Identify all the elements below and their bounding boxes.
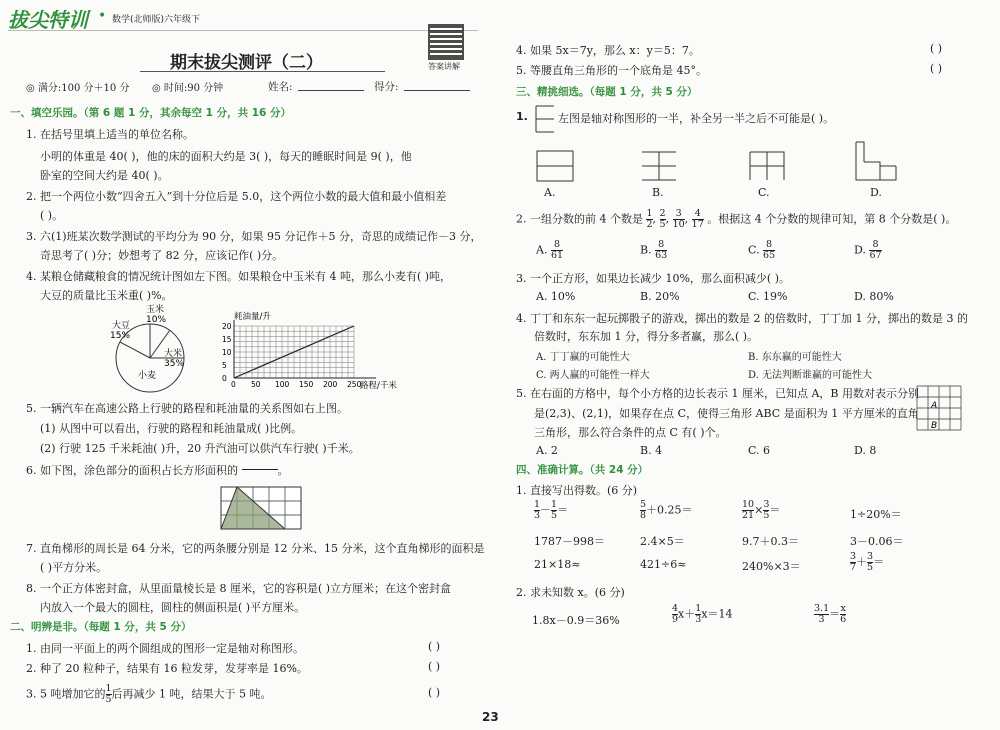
calc-item: 240%×3＝ <box>742 560 801 573</box>
section-fill-in: 一、填空乐园。（第 6 题 1 分，其余每空 1 分，共 16 分） <box>10 107 292 119</box>
choice-3-option-d[interactable]: D. 80% <box>854 290 894 303</box>
choice-5-line-a: 5. 在右面的方格中，每个小方格的边长表示 1 厘米，已知点 A，B 用数对表示分别 <box>516 387 920 400</box>
choice-1-text: 左图是轴对称图形的一半，补全另一半之后不可能是( )。 <box>558 112 835 125</box>
question-7-line-a: 7. 直角梯形的周长是 64 分米，它的两条腰分别是 12 分米、15 分米，这个直角梯形的面积是 <box>26 542 485 555</box>
point-a-label: A <box>931 401 938 411</box>
seq-fraction: $\frac{2}{5}$ <box>659 208 666 230</box>
question-8-line-b: 内放入一个最大的圆柱，圆柱的侧面积是( )平方厘米。 <box>40 601 306 614</box>
tf-question-5: 5. 等腰直角三角形的一个底角是 45°。 <box>516 64 707 77</box>
choice-3-option-b[interactable]: B. 20% <box>640 290 680 303</box>
choice-2-option-a[interactable]: A. $\frac{8}{61}$ <box>536 239 564 261</box>
choice-4-option-a[interactable]: A. 丁丁赢的可能性大 <box>536 352 630 363</box>
choice-5-line-b: 是(2,3)、(2,1)，如果存在点 C，使得三角形 ABC 是面积为 1 平方厘米的直角 <box>534 407 919 420</box>
question-3-line-b: 奇思考了( )分；妙想考了 82 分，应该记作( )分。 <box>40 249 284 262</box>
pie-label-corn: 玉米 <box>146 305 165 315</box>
option-figure-c[interactable] <box>748 150 788 184</box>
pie-label-soy: 大豆 <box>112 321 131 331</box>
half-figure-stroke <box>536 106 554 132</box>
figure-c-stroke <box>750 152 784 180</box>
x-tick-label: 150 <box>299 380 314 389</box>
question-8-line-a: 8. 一个正方体密封盒，从里面量棱长是 8 厘米，它的容积是( )立方厘米；在这个密封盒 <box>26 582 452 595</box>
question-1-line-b: 卧室的空间大约是 40( )。 <box>40 169 169 182</box>
calc-item: 9.7＋0.3＝ <box>742 535 799 548</box>
question-5-part-2: (2) 行驶 125 千米耗油( )升，20 升汽油可以供汽车行驶( )千米。 <box>40 442 360 455</box>
calc-item: $\frac{10}{21}$ × $\frac{3}{5}$ ＝ <box>742 499 781 521</box>
question-1: 1. 在括号里填上适当的单位名称。 <box>26 128 194 141</box>
pie-label-wheat: 小麦 <box>138 371 157 381</box>
equation-2: $\frac{4}{9}$ x＋ $\frac{1}{3}$ x＝14 <box>672 603 733 625</box>
choice-3-option-a[interactable]: A. 10% <box>536 290 576 303</box>
question-6-blank-fraction <box>242 459 278 480</box>
y-tick-label: 5 <box>222 361 227 370</box>
choice-5-option-a[interactable]: A. 2 <box>536 444 558 457</box>
pie-divider <box>120 342 150 358</box>
question-4-line-b: 大豆的质量比玉米重( )%。 <box>40 289 173 302</box>
score-label: 得分: <box>374 81 399 93</box>
calc-item: 21×18≈ <box>534 558 581 571</box>
calc-item: 3－0.06＝ <box>850 535 904 548</box>
choice-2-option-b[interactable]: B. $\frac{8}{63}$ <box>640 239 668 261</box>
pie-chart <box>100 300 210 400</box>
choice-4-option-b[interactable]: B. 东东赢的可能性大 <box>748 352 842 363</box>
score-field[interactable] <box>404 90 470 91</box>
tf-question-4: 4. 如果 5x＝7y，那么 x：y＝5：7。 <box>516 44 700 57</box>
tf-question-2: 2. 种了 20 粒种子，结果有 16 粒发芽，发芽率是 16%。 <box>26 662 308 675</box>
x-tick-label: 250 <box>347 380 362 389</box>
calc-item: 421÷6≈ <box>640 558 687 571</box>
qr-caption: 答案讲解 <box>428 62 460 71</box>
tf-question-1: 1. 由同一平面上的两个圆组成的图形一定是轴对称图形。 <box>26 642 304 655</box>
choice-4-line-b: 倍数时，东东加 1 分，得分多者赢，那么( )。 <box>534 330 759 343</box>
x-tick-label: 200 <box>323 380 338 389</box>
calc-question-2: 2. 求未知数 x。(6 分) <box>516 586 625 599</box>
question-3-line-a: 3. 六(1)班某次数学测试的平均分为 90 分，如果 95 分记作＋5 分，奇思的成绩记作－3 分， <box>26 230 482 243</box>
fraction-one-fifth: $\frac{1}{5}$ <box>105 683 112 705</box>
choice-5-option-b[interactable]: B. 4 <box>640 444 663 457</box>
seq-fraction: $\frac{4}{17}$ <box>691 208 704 230</box>
choice-1-number: 1. <box>516 110 528 123</box>
qr-code <box>428 24 464 60</box>
chart-title: 耗油量/升 <box>234 312 271 322</box>
choice-4-option-d[interactable]: D. 无法判断谁赢的可能性大 <box>748 370 873 381</box>
full-score: ◎ 满分:100 分＋10 分 <box>26 83 130 94</box>
page-title: 期末拔尖测评（二） <box>170 53 323 73</box>
x-tick-label: 0 <box>231 380 236 389</box>
tf-answer-4[interactable]: ( ) <box>930 42 943 55</box>
choice-2: 2. 一组分数的前 4 个数是 $\frac{1}{2}$ , $\frac{2}{5}$ , $\frac{3}{10}$ , $\frac{4}{17}$ 。根据这 4 个分数的规律可知，第 8 个分数是( )。 <box>516 208 957 230</box>
tf-answer-2[interactable]: ( ) <box>428 660 441 673</box>
pie-pct-corn: 10% <box>146 315 167 325</box>
name-label: 姓名: <box>268 81 293 93</box>
pie-pct-soy: 15% <box>110 331 131 341</box>
point-b-label: B <box>931 421 938 431</box>
x-axis-label: 路程/千米 <box>360 381 397 390</box>
tf-answer-3[interactable]: ( ) <box>428 686 441 699</box>
figure-b-stroke <box>642 152 676 180</box>
choice-3: 3. 一个正方形，如果边长减少 10%，那么面积减少( )。 <box>516 272 791 285</box>
choice-3-option-c[interactable]: C. 19% <box>748 290 788 303</box>
question-6-text: 6. 如下图，涂色部分的面积占长方形面积的 <box>26 464 238 477</box>
calc-item: 1787－998＝ <box>534 535 605 548</box>
calc-item: $\frac{1}{3}$ － $\frac{1}{5}$ ＝ <box>534 499 569 521</box>
choice-5-option-c[interactable]: C. 6 <box>748 444 771 457</box>
pie-pct-rice: 35% <box>164 359 185 369</box>
option-figure-a[interactable] <box>536 150 576 184</box>
pie-label-rice: 大米 <box>164 349 183 359</box>
equation-3: $\frac{3.1}{3}$ ＝ $\frac{x}{6}$ <box>814 603 847 625</box>
option-label-d: D. <box>870 186 882 199</box>
name-field[interactable] <box>298 90 364 91</box>
section-true-false: 二、明辨是非。（每题 1 分，共 5 分） <box>10 621 192 633</box>
x-tick-label: 50 <box>251 380 261 389</box>
question-2-line-b: ( )。 <box>40 209 64 222</box>
header-rule <box>8 30 478 31</box>
figure-d-stroke <box>856 142 896 180</box>
calc-item: 1÷20%＝ <box>850 508 902 521</box>
y-tick-label: 10 <box>222 348 232 357</box>
choice-4-line-a: 4. 丁丁和东东一起玩掷骰子的游戏，掷出的数是 2 的倍数时，丁丁加 1 分，掷出的数是 3 的 <box>516 312 968 325</box>
section-calculation: 四、准确计算。（共 24 分） <box>516 464 649 476</box>
calc-question-1: 1. 直接写出得数。(6 分) <box>516 484 638 497</box>
equation-1: 1.8x－0.9＝36% <box>532 614 620 627</box>
option-label-a: A. <box>544 186 556 199</box>
question-4-line-a: 4. 某粮仓储藏粮食的情况统计图如左下图。如果粮仓中玉米有 4 吨，那么小麦有( )吨， <box>26 270 452 283</box>
seq-fraction: $\frac{1}{2}$ <box>646 208 653 230</box>
option-label-b: B. <box>652 186 664 199</box>
section-choice: 三、精挑细选。（每题 1 分，共 5 分） <box>516 86 698 98</box>
choice-2-option-c[interactable]: C. $\frac{8}{65}$ <box>748 239 776 261</box>
choice-5-option-d[interactable]: D. 8 <box>854 444 877 457</box>
subject-label: 数学(北师版)六年级下 <box>112 15 201 25</box>
option-figure-d[interactable] <box>854 140 900 186</box>
x-tick-label: 100 <box>275 380 290 389</box>
question-5-part-1: (1) 从图中可以看出，行驶的路程和耗油量成( )比例。 <box>40 422 303 435</box>
y-tick-label: 15 <box>222 335 232 344</box>
calc-item: $\frac{5}{8}$ ＋0.25＝ <box>640 499 693 521</box>
question-6: 6. 如下图，涂色部分的面积占长方形面积的 。 <box>26 462 289 480</box>
y-tick-label: 0 <box>222 374 227 383</box>
question-2-line-a: 2. 把一个两位小数“四舍五入”到十分位后是 5.0，这个两位小数的最大值和最小值相差 <box>26 190 447 203</box>
brand-logo: 拔尖特训 <box>8 8 88 32</box>
y-tick-label: 20 <box>222 322 232 331</box>
coordinate-grid <box>915 384 965 432</box>
page-number: 23 <box>482 710 499 724</box>
choice-4-option-c[interactable]: C. 两人赢的可能性一样大 <box>536 370 650 381</box>
tf-question-3-b: 后再减少 1 吨，结果大于 5 吨。 <box>111 687 272 701</box>
tf-question-3-a: 3. 5 吨增加它的 <box>26 687 106 701</box>
question-5: 5. 一辆汽车在高速公路上行驶的路程和耗油量的关系图如右上图。 <box>26 402 348 415</box>
choice-5-line-c: 三角形，那么符合条件的点 C 有( )个。 <box>534 426 727 439</box>
tf-answer-5[interactable]: ( ) <box>930 62 943 75</box>
title-rule <box>140 71 385 72</box>
line-chart <box>212 310 412 390</box>
choice-2-option-d[interactable]: D. $\frac{8}{67}$ <box>854 239 882 261</box>
shaded-rectangle-figure <box>220 486 302 530</box>
calc-item: 2.4×5＝ <box>640 535 685 548</box>
choice-2-text-b: 。根据这 4 个分数的规律可知，第 8 个分数是( )。 <box>707 212 957 226</box>
header-dot: • <box>98 8 107 24</box>
seq-fraction: $\frac{3}{10}$ <box>672 208 685 230</box>
time-limit: ◎ 时间:90 分钟 <box>152 83 224 94</box>
option-label-c: C. <box>758 186 770 199</box>
choice-2-text-a: 2. 一组分数的前 4 个数是 <box>516 212 643 226</box>
tf-answer-1[interactable]: ( ) <box>428 640 441 653</box>
option-figure-b[interactable] <box>640 150 680 184</box>
question-1-line-a: 小明的体重是 40( )，他的床的面积大约是 3( )，每天的睡眠时间是 9( )，他 <box>40 150 412 163</box>
calc-item: $\frac{3}{7}$ ＋ $\frac{3}{5}$ ＝ <box>850 551 885 573</box>
tf-question-3 <box>26 684 272 705</box>
question-7-line-b: ( )平方分米。 <box>40 561 108 574</box>
half-figure <box>534 104 556 134</box>
